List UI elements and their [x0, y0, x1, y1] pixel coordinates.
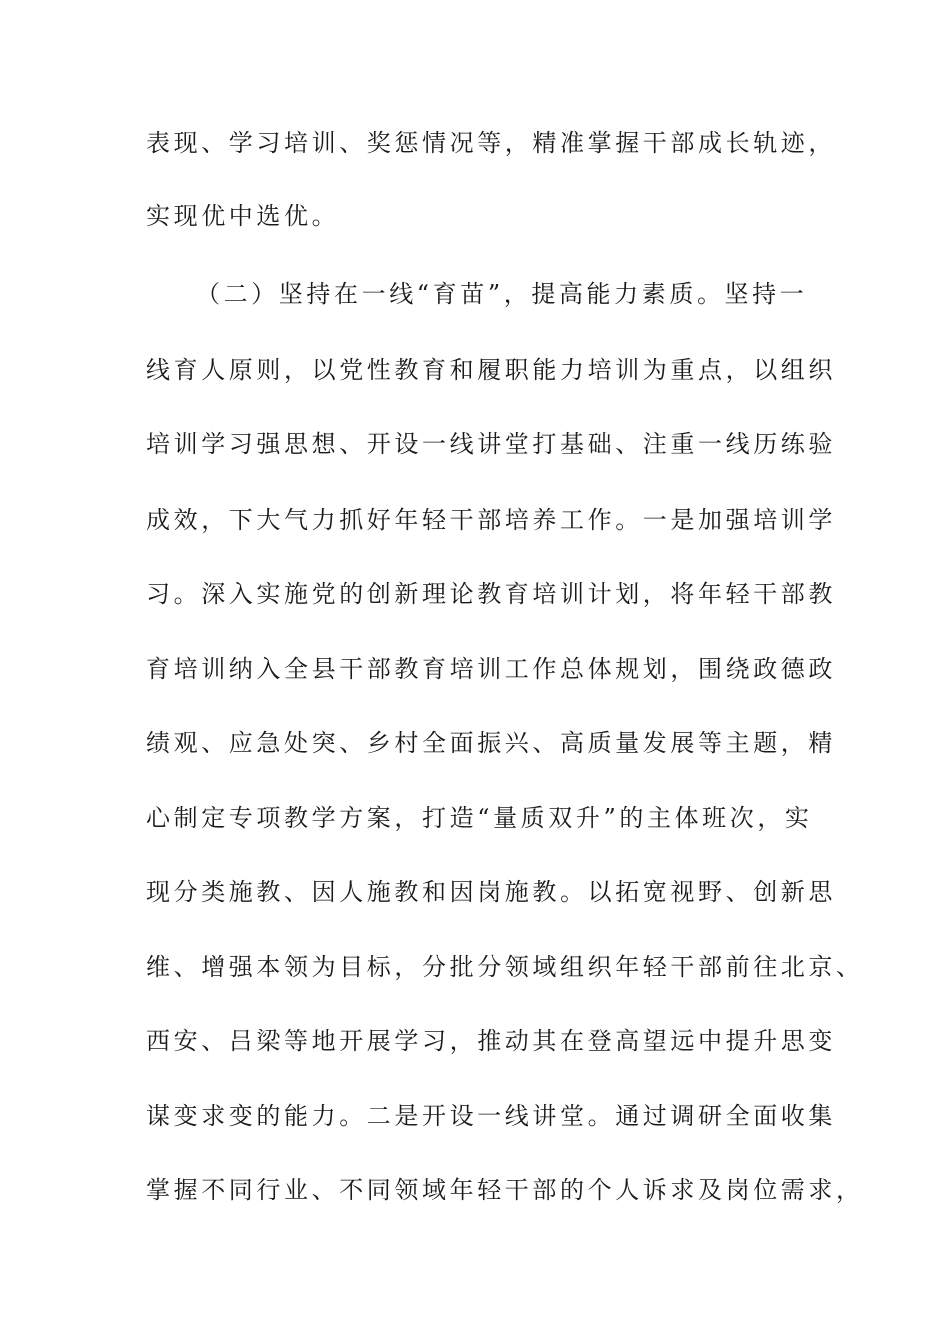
text-line: 实现优中选优。	[146, 202, 340, 230]
text-line: 习。深入实施党的创新理论教育培训计划，将年轻干部教	[146, 580, 836, 608]
text-line: 维、增强本领为目标，分批分领域组织年轻干部前往北京、	[146, 953, 864, 981]
text-line: 表现、学习培训、奖惩情况等，精准掌握干部成长轨迹，	[146, 129, 836, 157]
text-line: 线育人原则，以党性教育和履职能力培训为重点，以组织	[146, 356, 836, 384]
text-line: 现分类施教、因人施教和因岗施教。以拓宽视野、创新思	[146, 878, 836, 906]
text-line: 掌握不同行业、不同领域年轻干部的个人诉求及岗位需求，	[146, 1176, 864, 1204]
text-line: 心制定专项教学方案，打造“量质双升”的主体班次，实	[146, 804, 813, 832]
paragraph-heading-line: （二）坚持在一线“育苗”，提高能力素质。坚持一	[196, 280, 808, 308]
text-line: 成效，下大气力抓好年轻干部培养工作。一是加强培训学	[146, 506, 836, 534]
text-line: 谋变求变的能力。二是开设一线讲堂。通过调研全面收集	[146, 1102, 836, 1130]
text-line: 育培训纳入全县干部教育培训工作总体规划，围绕政德政	[146, 655, 836, 683]
text-line: 培训学习强思想、开设一线讲堂打基础、注重一线历练验	[146, 430, 836, 458]
text-line: 绩观、应急处突、乡村全面振兴、高质量发展等主题，精	[146, 729, 836, 757]
text-line: 西安、吕梁等地开展学习，推动其在登高望远中提升思变	[146, 1027, 836, 1055]
